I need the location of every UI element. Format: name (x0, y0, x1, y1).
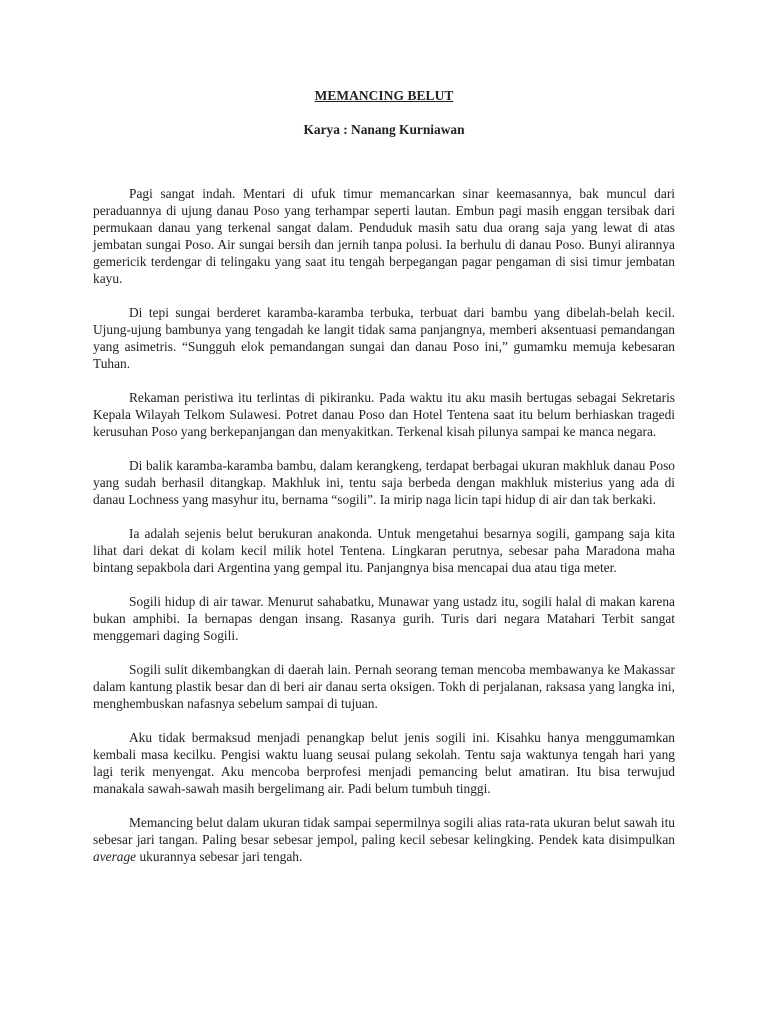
paragraph-1: Pagi sangat indah. Mentari di ufuk timur memancarkan sinar keemasannya, bak muncul dari peraduannya di ujung danau Poso yang terhampar seperti lautan. Embun pagi masih enggan tersibak dari permukaan danau yang terkenal sangat dalam. Penduduk masih satu dua orang saja yang lewat di atas jembatan sungai Poso. Air sungai bersih dan jernih tanpa polusi. Ia berhulu di danau Poso. Bunyi alirannya gemericik terdengar di telingaku yang saat itu tengah berpegangan pagar pengaman di sisi timur jembatan kayu. (93, 186, 675, 286)
paragraph-9-text-start: Memancing belut dalam ukuran tidak sampai sepermilnya sogili alias rata-rata ukuran belut sawah itu sebesar jari tangan. Paling besar sebesar jempol, paling kecil sebesar kelingking. Pendek kata disimpulkan (93, 815, 675, 847)
document-body (93, 185, 675, 882)
paragraph-7: Sogili sulit dikembangkan di daerah lain. Pernah seorang teman mencoba membawanya ke Makassar dalam kantung plastik besar dan di beri air danau serta oksigen. Tokh di perjalanan, raksasa yang langka ini, menghembuskan nafasnya sebelum sampai di tujuan. (93, 662, 675, 711)
document-title: MEMANCING BELUT (314, 88, 454, 103)
paragraph-6: Sogili hidup di air tawar. Menurut sahabatku, Munawar yang ustadz itu, sogili halal di makan karena bukan amphibi. Ia bernapas dengan insang. Rasanya gurih. Turis dari negara Matahari Terbit sangat menggemari daging Sogili. (93, 594, 675, 643)
paragraph-8: Aku tidak bermaksud menjadi penangkap belut jenis sogili ini. Kisahku hanya menggumamkan kembali masa kecilku. Pengisi waktu luang seusai pulang sekolah. Tentu saja waktunya tengah hari yang lagi terik menyengat. Aku mencoba berprofesi menjadi pemancing belut amatiran. Itu bisa terwujud manakala sawah-sawah masih bergelimang air. Padi belum tumbuh tinggi. (93, 730, 675, 796)
paragraph-3: Rekaman peristiwa itu terlintas di pikiranku. Pada waktu itu aku masih bertugas sebagai Sekretaris Kepala Wilayah Telkom Sulawesi. Potret danau Poso dan Hotel Tentena saat itu belum berhiaskan tragedi kerusuhan Poso yang berkepanjangan dan menyakitkan. Terkenal kisah pilunya sampai ke manca negara. (93, 390, 675, 439)
paragraph-5: Ia adalah sejenis belut berukuran anakonda. Untuk mengetahui besarnya sogili, gampang saja kita lihat dari dekat di kolam kecil milik hotel Tentena. Lingkaran perutnya, sebesar paha Maradona maha bintang sepakbola dari Argentina yang gempal itu. Panjangnya bisa mencapai dua atau tiga meter. (93, 526, 675, 575)
paragraph-2: Di tepi sungai berderet karamba-karamba terbuka, terbuat dari bambu yang dibelah-belah kecil. Ujung-ujung bambunya yang tengadah ke langit tidak sama panjangnya, memberi aksentuasi pemandangan yang asimetris. “Sungguh elok pemandangan sungai dan danau Poso ini,” gumamku memuja kebesaran Tuhan. (93, 305, 675, 371)
document-author: Karya : Nanang Kurniawan (303, 122, 465, 137)
paragraph-9 (93, 814, 675, 865)
emphasis-average: average (93, 849, 137, 864)
paragraph-9-text-end: ukurannya sebesar jari tengah. (136, 849, 303, 864)
paragraph-4: Di balik karamba-karamba bambu, dalam kerangkeng, terdapat berbagai ukuran makhluk danau Poso yang sudah berhasil ditangkap. Makhluk ini, tentu saja berbeda dengan makhluk misterius yang ada di danau Lochness yang masyhur itu, bernama “sogili”. Ia mirip naga licin tapi hidup di air dan tak berkaki. (93, 458, 675, 507)
